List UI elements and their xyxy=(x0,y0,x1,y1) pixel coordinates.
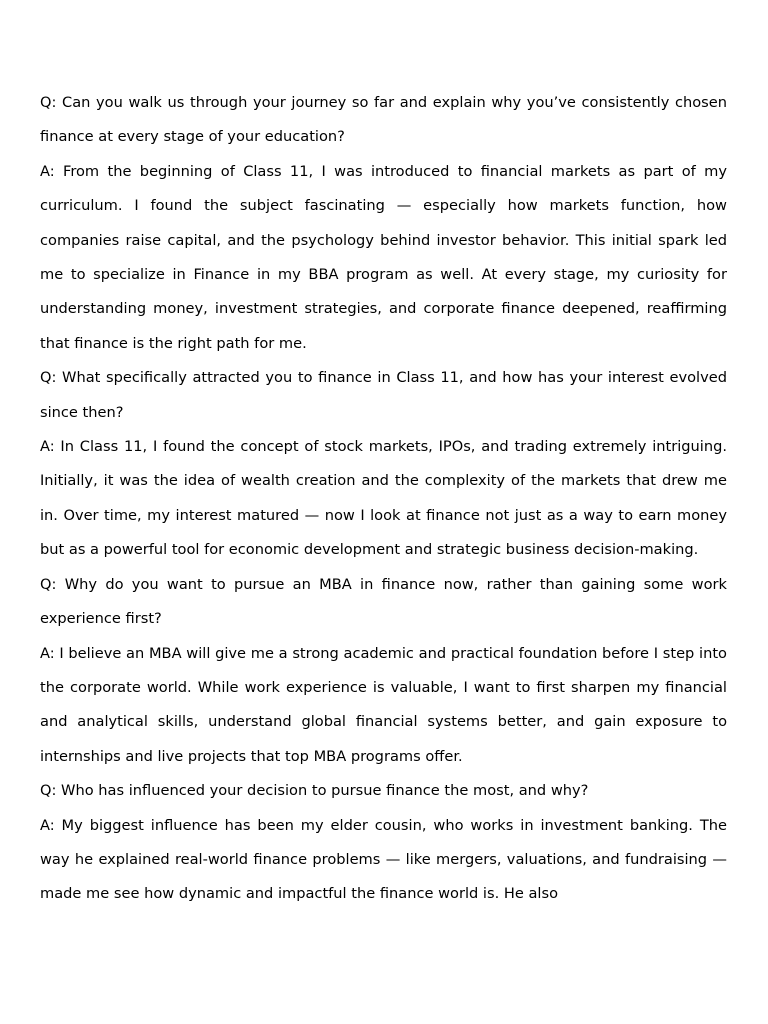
answer-mba-timing: A: I believe an MBA will give me a strong academic and practical foundation before I step into the corporate world. While work experience is valuable, I want to first sharpen my financial and analytical skills, understand global financial systems better, and gain exposure to internships and live projects that top MBA programs offer. xyxy=(40,644,727,765)
answer-influence: A: My biggest influence has been my elder cousin, who works in investment banking. The way he explained real-world finance problems — like mergers, valuations, and fundraising — made me see how dynamic and impactful the finance world is. He also xyxy=(40,816,727,903)
answer-attraction: A: In Class 11, I found the concept of stock markets, IPOs, and trading extremely intriguing. Initially, it was the idea of wealth creation and the complexity of the markets that drew me in. Over time, my interest matured — now I look at finance not just as a way to earn money but as a powerful tool for economic development and strategic business decision-making. xyxy=(40,438,727,559)
question-attraction: Q: What specifically attracted you to finance in Class 11, and how has your interest evolved since then? xyxy=(40,369,727,421)
question-mba-timing: Q: Why do you want to pursue an MBA in finance now, rather than gaining some work experience first? xyxy=(40,575,727,628)
question-journey: Q: Can you walk us through your journey so far and explain why you’ve consistently chosen finance at every stage of your education? xyxy=(40,94,727,146)
answer-journey: A: From the beginning of Class 11, I was introduced to financial markets as part of my curriculum. I found the subject fascinating — especially how markets function, how companies raise capital, and the psychology behind investor behavior. This initial spark led me to specialize in Finance in my BBA program as well. At every stage, my curiosity for understanding money, investment strategies, and corporate finance deepened, reaffirming that finance is the right path for me. xyxy=(40,162,727,352)
question-influence: Q: Who has influenced your decision to pursue finance the most, and why? xyxy=(40,782,589,800)
document-body xyxy=(40,86,727,912)
